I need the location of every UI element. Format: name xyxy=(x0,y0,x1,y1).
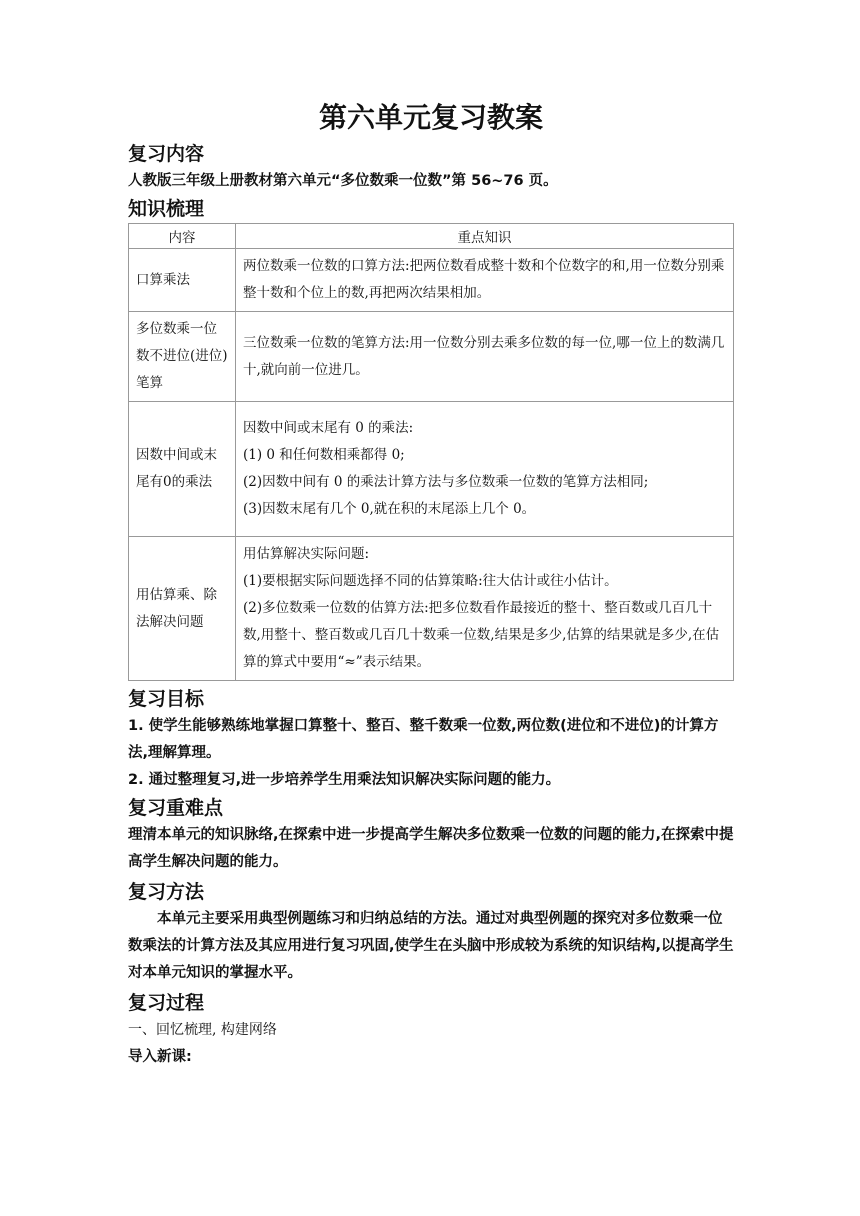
table-cell-keypoints xyxy=(236,402,734,537)
keypoint-line: (2)因数中间有 0 的乘法计算方法与多位数乘一位数的笔算方法相同; xyxy=(243,474,649,490)
table-row xyxy=(129,312,734,402)
knowledge-table xyxy=(128,223,734,681)
heading-knowledge: 知识梳理 xyxy=(128,198,205,220)
table-row xyxy=(129,537,734,681)
process-substep: 导入新课: xyxy=(128,1049,192,1065)
table-row xyxy=(129,249,734,312)
keypoint-line: (2)多位数乘一位数的估算方法:把多位数看作最接近的整十、整百数或几百几十数,用整十、整百数或几百几十数乘一位数,结果是多少,估算的结果就是多少,在估算的算式中要用“≈”表示结果。 xyxy=(243,600,720,670)
heading-process: 复习过程 xyxy=(128,992,205,1014)
table-cell-topic: 用估算乘、除法解决问题 xyxy=(129,537,236,681)
keypoint-line: 两位数乘一位数的口算方法:把两位数看成整十数和个位数字的和,用一位数分别乘整十数和个位上的数,再把两次结果相加。 xyxy=(243,258,725,301)
table-row xyxy=(129,402,734,537)
table-cell-keypoints xyxy=(236,312,734,402)
heading-content: 复习内容 xyxy=(128,143,205,165)
heading-difficulty: 复习重难点 xyxy=(128,797,224,819)
table-header-keypoints: 重点知识 xyxy=(236,224,734,249)
heading-method: 复习方法 xyxy=(128,881,205,903)
table-cell-topic: 口算乘法 xyxy=(129,249,236,312)
document-page xyxy=(128,96,734,1071)
table-cell-keypoints xyxy=(236,249,734,312)
process-step: 一、回忆梳理, 构建网络 xyxy=(128,1022,277,1038)
difficulty-text: 理清本单元的知识脉络,在探索中进一步提高学生解决多位数乘一位数的问题的能力,在探索中提高学生解决问题的能力。 xyxy=(128,827,734,870)
keypoint-line: (3)因数末尾有几个 0,就在积的末尾添上几个 0。 xyxy=(243,501,536,517)
content-text: 人教版三年级上册教材第六单元“多位数乘一位数”第 56~76 页。 xyxy=(128,173,558,189)
page-title: 第六单元复习教案 xyxy=(318,101,543,134)
keypoint-line: 因数中间或末尾有 0 的乘法: xyxy=(243,420,414,436)
goal-item: 1. 使学生能够熟练地掌握口算整十、整百、整千数乘一位数,两位数(进位和不进位)的计算方法,理解算理。 xyxy=(128,718,719,761)
method-text: 本单元主要采用典型例题练习和归纳总结的方法。通过对典型例题的探究对多位数乘一位数乘法的计算方法及其应用进行复习巩固,使学生在头脑中形成较为系统的知识结构,以提高学生对本单元知识的掌握水平。 xyxy=(128,911,734,981)
table-cell-keypoints xyxy=(236,537,734,681)
keypoint-line: (1)要根据实际问题选择不同的估算策略:往大估计或往小估计。 xyxy=(243,573,618,589)
table-header-topic: 内容 xyxy=(129,224,236,249)
table-cell-topic: 多位数乘一位数不进位(进位)笔算 xyxy=(129,312,236,402)
keypoint-line: (1) 0 和任何数相乘都得 0; xyxy=(243,447,405,463)
goal-item: 2. 通过整理复习,进一步培养学生用乘法知识解决实际问题的能力。 xyxy=(128,772,561,788)
keypoint-line: 三位数乘一位数的笔算方法:用一位数分别去乘多位数的每一位,哪一位上的数满几十,就向前一位进几。 xyxy=(243,334,725,378)
keypoint-line: 用估算解决实际问题: xyxy=(243,546,370,562)
heading-goals: 复习目标 xyxy=(128,688,205,710)
table-header-row xyxy=(129,224,734,249)
table-cell-topic: 因数中间或末尾有0的乘法 xyxy=(129,402,236,537)
